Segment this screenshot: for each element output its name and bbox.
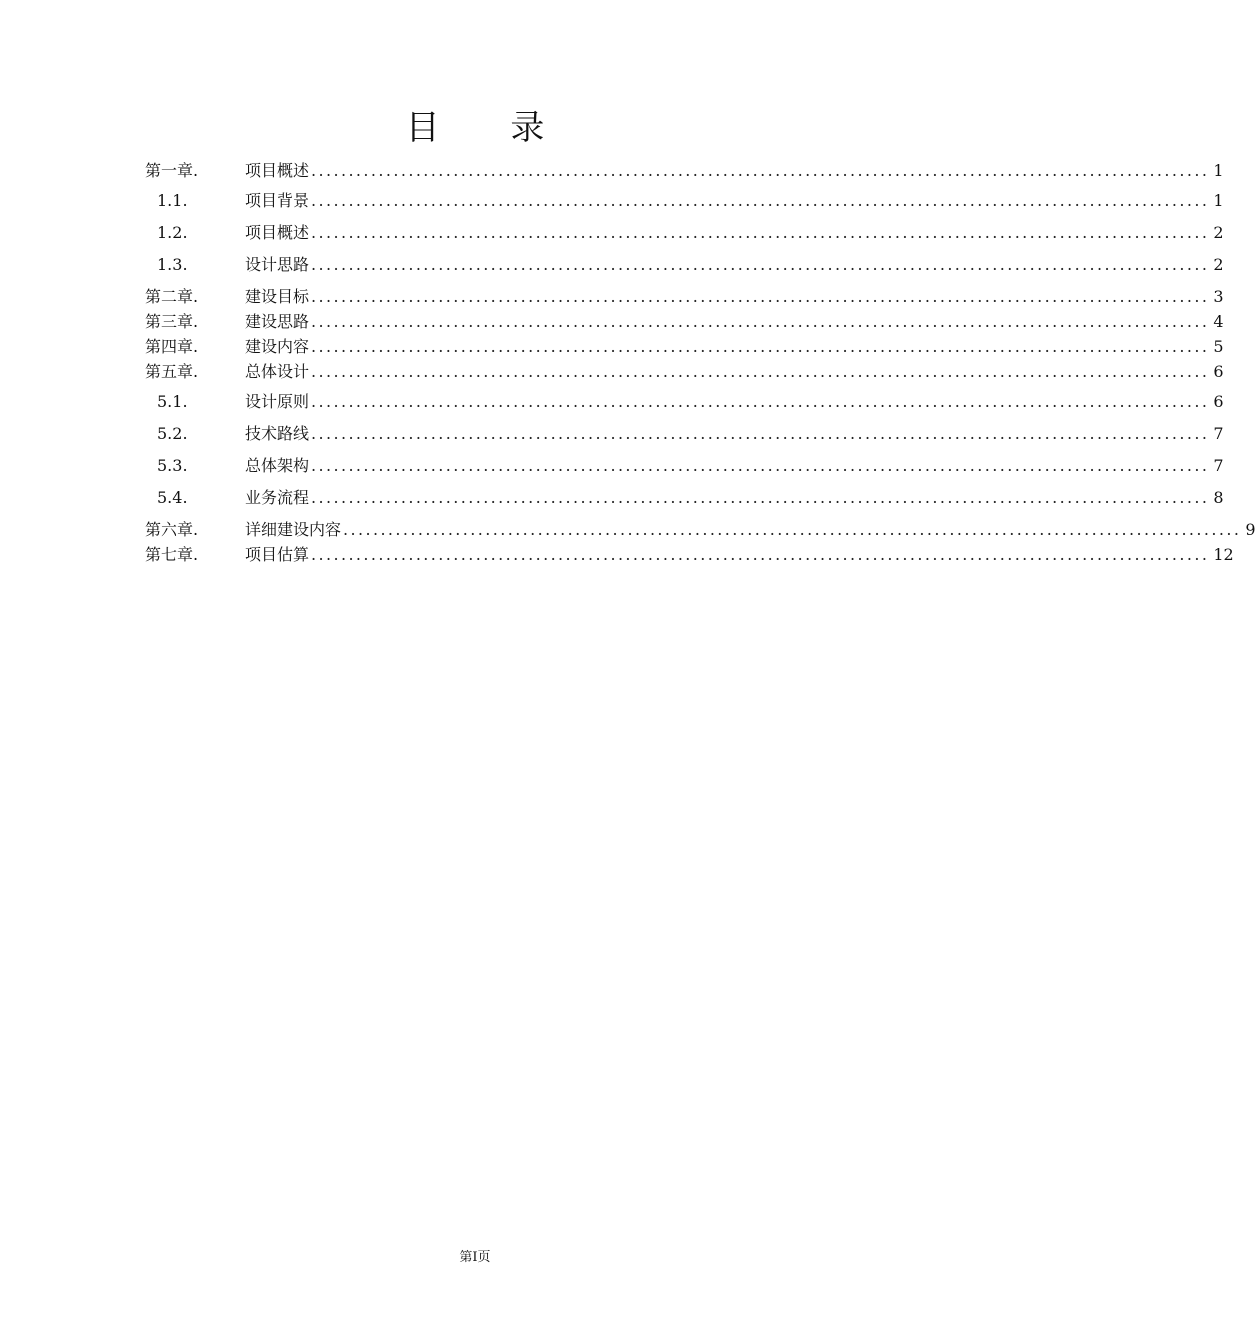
toc-leader-dots: ........................................................................................................................ — [311, 337, 1210, 356]
toc-entry-number: 第三章. — [145, 312, 199, 331]
toc-entry[interactable] — [145, 286, 1224, 308]
toc-leader-dots: ........................................................................................................................ — [311, 312, 1210, 331]
toc-entry-number: 5.3. — [157, 456, 188, 475]
toc-leader-dots: ........................................................................................................................ — [311, 362, 1210, 381]
toc-entry-page: 7 — [1213, 424, 1224, 443]
page-footer: 第I页 — [459, 1250, 491, 1265]
toc-entry[interactable] — [145, 519, 1256, 541]
toc-entry-page: 2 — [1213, 255, 1224, 274]
toc-entry[interactable] — [145, 487, 1224, 509]
toc-entry-title: 总体设计 — [245, 362, 310, 381]
toc-entry-number: 1.2. — [157, 223, 188, 242]
toc-entry-number: 第七章. — [145, 545, 199, 564]
toc-title: 目 录 — [405, 108, 575, 148]
toc-entry[interactable] — [145, 190, 1224, 212]
toc-entry-page: 8 — [1213, 488, 1224, 507]
toc-entry-number: 第六章. — [145, 520, 199, 539]
toc-entry-number: 第一章. — [145, 161, 199, 180]
toc-entry[interactable] — [145, 160, 1224, 182]
toc-entry[interactable] — [145, 336, 1224, 358]
toc-entry[interactable] — [145, 254, 1224, 276]
toc-entry-title: 建设思路 — [245, 312, 310, 331]
toc-entry-number: 5.2. — [157, 424, 188, 443]
toc-entry-page: 4 — [1213, 312, 1224, 331]
toc-entry[interactable] — [145, 423, 1224, 445]
toc-entry-number: 1.1. — [157, 191, 188, 210]
toc-leader-dots: ........................................................................................................................ — [311, 392, 1210, 411]
toc-entry-title: 项目背景 — [245, 191, 310, 210]
toc-leader-dots: ........................................................................................................................ — [311, 287, 1210, 306]
toc-entry-title: 详细建设内容 — [245, 520, 342, 539]
toc-entry-page: 5 — [1213, 337, 1224, 356]
toc-entry[interactable] — [145, 544, 1234, 566]
toc-entry[interactable] — [145, 311, 1224, 333]
toc-entry[interactable] — [145, 361, 1224, 383]
toc-entry[interactable] — [145, 391, 1224, 413]
toc-entry-page: 6 — [1213, 392, 1224, 411]
toc-leader-dots: ........................................................................................................................ — [311, 488, 1210, 507]
toc-entry-title: 技术路线 — [245, 424, 310, 443]
toc-entry-number: 5.4. — [157, 488, 188, 507]
toc-entry-page: 3 — [1213, 287, 1224, 306]
toc-leader-dots: ........................................................................................................................ — [311, 545, 1210, 564]
toc-entry-title: 业务流程 — [245, 488, 310, 507]
toc-leader-dots: ........................................................................................................................ — [311, 191, 1210, 210]
toc-leader-dots: ........................................................................................................................ — [311, 255, 1210, 274]
toc-entry-title: 项目概述 — [245, 161, 310, 180]
toc-leader-dots: ........................................................................................................................ — [311, 424, 1210, 443]
toc-leader-dots: ........................................................................................................................ — [311, 161, 1210, 180]
toc-entry[interactable] — [145, 222, 1224, 244]
toc-entry-number: 1.3. — [157, 255, 188, 274]
toc-leader-dots: ........................................................................................................................ — [343, 520, 1242, 539]
toc-entry-title: 设计思路 — [245, 255, 310, 274]
toc-leader-dots: ........................................................................................................................ — [311, 223, 1210, 242]
toc-entry-page: 7 — [1213, 456, 1224, 475]
toc-entry-title: 项目估算 — [245, 545, 310, 564]
toc-entry-number: 第五章. — [145, 362, 199, 381]
toc-entry-number: 第二章. — [145, 287, 199, 306]
toc-entry-page: 1 — [1213, 161, 1224, 180]
toc-leader-dots: ........................................................................................................................ — [311, 456, 1210, 475]
toc-entry-title: 设计原则 — [245, 392, 310, 411]
toc-entry-number: 5.1. — [157, 392, 188, 411]
toc-entry-title: 总体架构 — [245, 456, 310, 475]
toc-entry[interactable] — [145, 455, 1224, 477]
toc-entry-page: 2 — [1213, 223, 1224, 242]
toc-entry-title: 建设目标 — [245, 287, 310, 306]
toc-entry-title: 建设内容 — [245, 337, 310, 356]
toc-entry-title: 项目概述 — [245, 223, 310, 242]
toc-entry-page: 6 — [1213, 362, 1224, 381]
toc-entry-page: 12 — [1213, 545, 1234, 564]
toc-entry-number: 第四章. — [145, 337, 199, 356]
toc-entry-page: 1 — [1213, 191, 1224, 210]
toc-entry-page: 9 — [1245, 520, 1256, 539]
